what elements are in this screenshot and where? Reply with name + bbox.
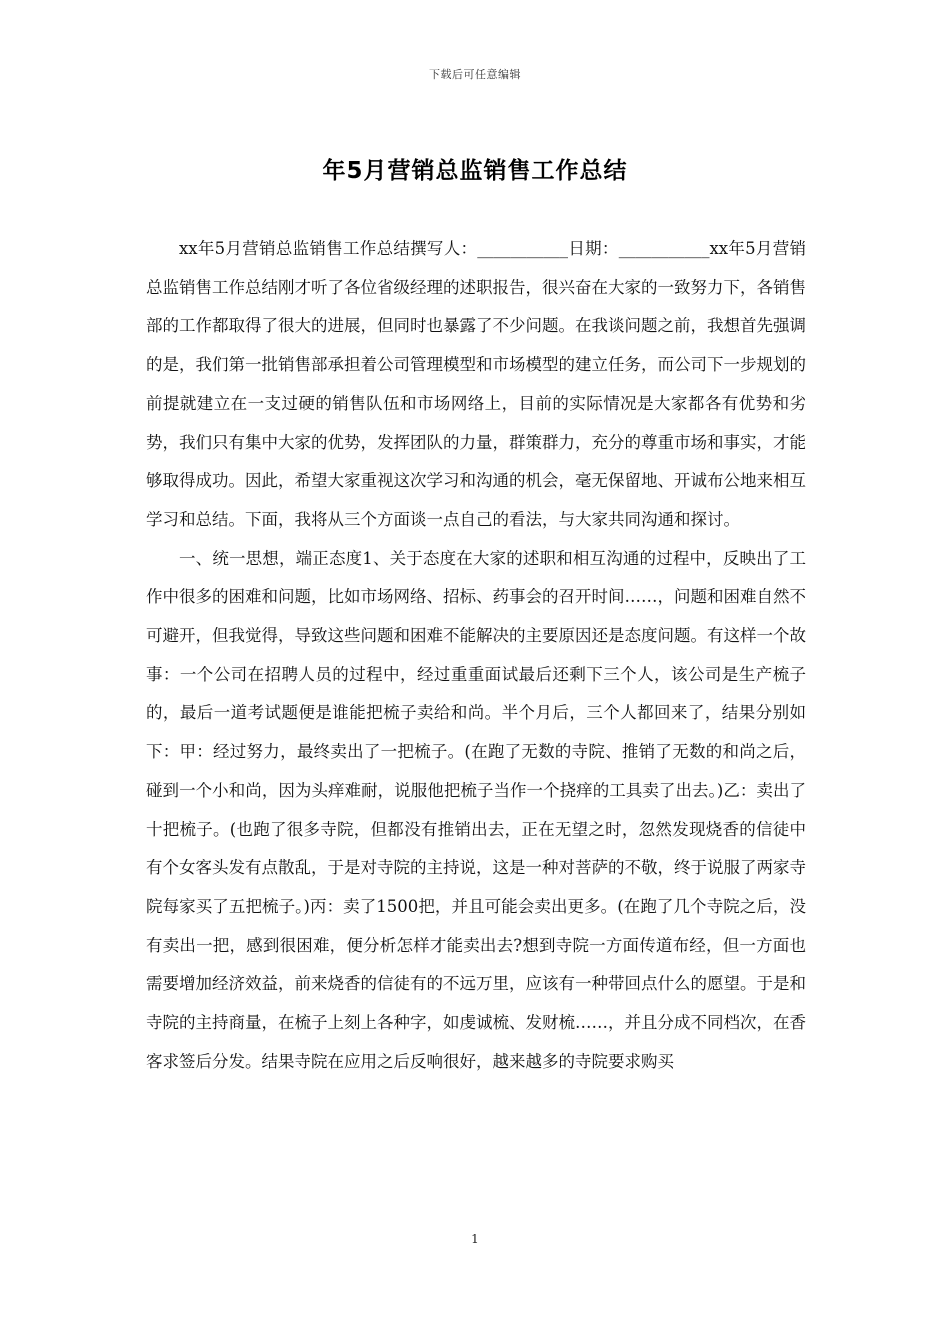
header-note: 下载后可任意编辑 (429, 68, 521, 81)
page-number: 1 (471, 1232, 479, 1246)
document-title: 年5月营销总监销售工作总结 (322, 158, 628, 184)
body-paragraph-2: 一、统一思想，端正态度1、关于态度在大家的述职和相互沟通的过程中，反映出了工作中很多的困难和问题，比如市场网络、招标、药事会的召开时间……，问题和困难自然不可避开，但我觉得，导致这些问题和困难不能解决的主要原因还是态度问题。有这样一个故事：一个公司在招聘人员的过程中，经过重重面试最后还剩下三个人，该公司是生产梳子的，最后一道考试题便是谁能把梳子卖给和尚。半个月后，三个人都回来了，结果分别如下：甲：经过努力，最终卖出了一把梳子。(在跑了无数的寺院、推销了无数的和尚之后，碰到一个小和尚，因为头痒难耐，说服他把梳子当作一个挠痒的工具卖了出去。)乙：卖出了十把梳子。(也跑了很多寺院，但都没有推销出去，正在无望之时，忽然发现烧香的信徒中有个女客头发有点散乱，于是对寺院的主持说，这是一种对菩萨的不敬，终于说服了两家寺院每家买了五把梳子。)丙：卖了1500把，并且可能会卖出更多。(在跑了几个寺院之后，没有卖出一把，感到很困难，便分析怎样才能卖出去?想到寺院一方面传道布经，但一方面也需要增加经济效益，前来烧香的信徒有的不远万里，应该有一种带回点什么的愿望。于是和寺院的主持商量，在梳子上刻上各种字，如虔诚梳、发财梳……，并且分成不同档次，在香客求签后分发。结果寺院在应用之后反响很好，越来越多的寺院要求购买 (146, 548, 806, 1071)
document-body (146, 230, 806, 1081)
body-paragraph-1: xx年5月营销总监销售工作总结撰写人：___________日期：___________xx年5月营销总监销售工作总结刚才听了各位省级经理的述职报告，很兴奋在大家的一致努力下，各销售部的工作都取得了很大的进展，但同时也暴露了不少问题。在我谈问题之前，我想首先强调的是，我们第一批销售部承担着公司管理模型和市场模型的建立任务，而公司下一步规划的前提就建立在一支过硬的销售队伍和市场网络上，目前的实际情况是大家都各有优势和劣势，我们只有集中大家的优势，发挥团队的力量，群策群力，充分的尊重市场和事实，才能够取得成功。因此，希望大家重视这次学习和沟通的机会，毫无保留地、开诚布公地来相互学习和总结。下面，我将从三个方面谈一点自己的看法，与大家共同沟通和探讨。 (146, 239, 806, 529)
